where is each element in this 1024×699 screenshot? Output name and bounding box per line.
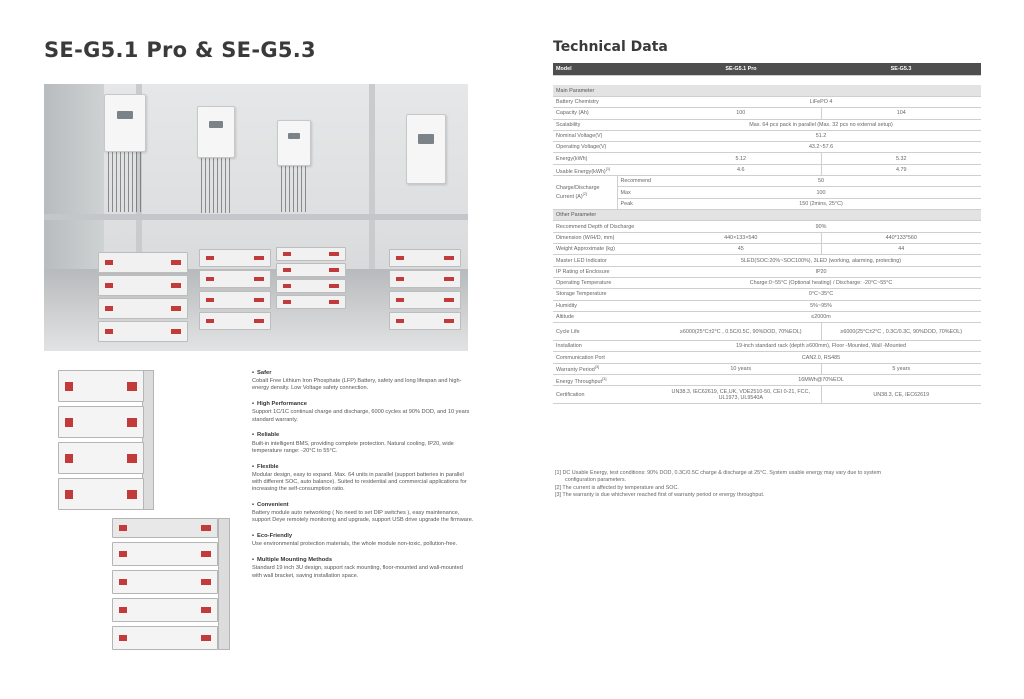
table-header: [553, 63, 981, 75]
page-title: SE-G5.1 Pro & SE-G5.3: [44, 38, 316, 62]
model-header: Model: [553, 63, 661, 75]
table-row: Operating Temperature Charge:0~55°C (Optional heating) / Discharge: -20°C~55°C: [553, 277, 981, 288]
table-row: Usable Energy(kWh)[1] 4.6 4.79: [553, 164, 981, 175]
feature-item: • Safer Cobalt Free Lithium Iron Phosphate (LFP) Battery, safety and long lifespan and high-energy density. Low Voltage safety connection.: [252, 370, 474, 393]
table-row: Max 100: [553, 187, 981, 198]
table-row: Humidity 5%~95%: [553, 300, 981, 311]
section-main: Main Parameter: [553, 85, 981, 97]
table-row: Dimension (W/H/D, mm) 440×133×540 440*133*560: [553, 232, 981, 243]
installation-photo: [44, 84, 468, 351]
table-row: Warranty Period[3] 10 years 5 years: [553, 363, 981, 374]
table-row: Capacity (Ah) 100 104: [553, 108, 981, 119]
footnote-2: [2] The current is affected by temperature and SOC.: [555, 484, 679, 491]
table-row: IP Rating of Enclosure IP20: [553, 266, 981, 277]
feature-item: • High Performance Support 1C/1C continual charge and discharge, 6000 cycles at 90% DOD, and 10 years standard warranty.: [252, 401, 474, 424]
table-row: Installation 19-inch standard rack (depth ≥600mm), Floor -Mounted, Wall -Mounted: [553, 341, 981, 352]
table-row: Weight Approximate (kg) 45 44: [553, 244, 981, 255]
spec-table: [553, 63, 981, 404]
battery-rack-image: [58, 370, 154, 510]
feature-item: • Convenient Battery module auto networking ( No need to set DIP switches ), easy maintenance, support Deye remotely monitoring and upgrade, support USB drive upgrade the firmware.: [252, 502, 474, 525]
table-row: Battery Chemistry LiFePO 4: [553, 97, 981, 108]
battery-stack-image: [112, 518, 230, 650]
table-row: Certification UN38.3, IEC62619, CE,UK, VDE2510-50, CEI 0-21, FCC, UL1973, UL9540A UN38.3, CE, IEC62619: [553, 386, 981, 404]
feature-list: [252, 370, 474, 588]
footnote-1-cont: configuration parameters.: [565, 477, 627, 484]
footnote-3: [3] The warranty is due whichever reached first of warranty period or energy throughput.: [555, 492, 765, 499]
table-row: Energy Throughput[3] 16MWh@70%EOL: [553, 375, 981, 386]
footnotes: [555, 470, 981, 500]
table-row: Nominal Voltage(V) 51.2: [553, 130, 981, 141]
table-row: Scalability Max. 64 pcs pack in parallel (Max. 32 pcs no external setup): [553, 119, 981, 130]
table-row: Charge/Discharge Current (A)[2] Recommend 50: [553, 176, 981, 187]
table-row: Energy(kWh) 5.12 5.32: [553, 153, 981, 164]
feature-item: • Eco-Friendly Use environmental protection materials, the whole module non-toxic, pollution-free.: [252, 533, 474, 548]
table-row: Operating Voltage(V) 43.2~57.6: [553, 142, 981, 153]
table-row: Master LED Indicator 5LED(SOC:20%~SOC100%), 3LED (working, alarming, protecting): [553, 255, 981, 266]
feature-item: • Flexible Modular design, easy to expand. Max. 64 units in parallel (support batteries in parallel with different SOC, auto balance). Suited to residential and commercial applications for increasing the self-consumption ratio.: [252, 464, 474, 494]
table-row: Communication Port CAN2.0, RS485: [553, 352, 981, 363]
section-other: Other Parameter: [553, 209, 981, 221]
footnote-1: [1] DC Usable Energy, test conditions: 90% DOD, 0.3C/0.5C charge & discharge at 25°C. System usable energy may vary due to system: [555, 470, 881, 476]
table-row: Altitude ≤2000m: [553, 311, 981, 322]
col-header-g51pro: SE-G5.1 Pro: [661, 63, 821, 75]
table-row: Cycle Life ≥6000(25°C±2°C , 0.5C/0.5C, 90%DOD, 70%EOL) ≥6000(25°C±2°C , 0.3C/0.3C, 90%DOD, 70%EOL): [553, 323, 981, 341]
feature-item: • Reliable Built-in intelligent BMS, providing complete protection. Natural cooling, IP20, wide temperature range: -20°C to 55°C.: [252, 432, 474, 455]
table-row: Recommend Depth of Discharge 90%: [553, 221, 981, 232]
table-row: Storage Temperature 0°C~35°C: [553, 289, 981, 300]
technical-data-title: Technical Data: [553, 39, 668, 55]
table-row: Peak 150 (2mins, 25°C): [553, 198, 981, 209]
col-header-g53: SE-G5.3: [821, 63, 981, 75]
feature-item: • Multiple Mounting Methods Standard 19 inch 3U design, support rack mounting, floor-mounted and wall-mounted with wall bracket, saving installation space.: [252, 557, 474, 580]
